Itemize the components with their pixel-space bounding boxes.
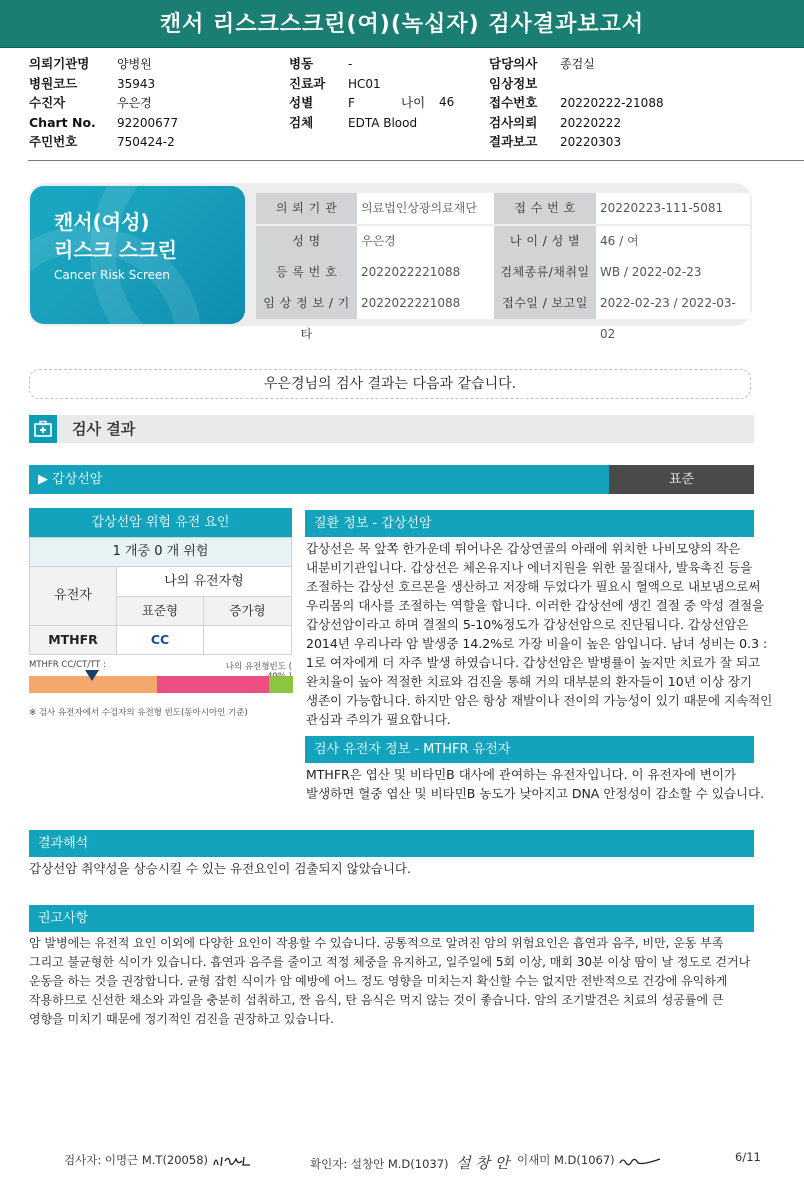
text-line: 2014년 우리나라 암 발생중 14.2%로 가장 비율이 높은 암입니다. 남녀 성비는 0.3 : (306, 636, 768, 651)
header-row (289, 113, 489, 133)
result-greeting: 우은경님의 검사 결과는 다음과 같습니다. (29, 369, 751, 399)
genotype-frequency-label: MTHFR CC/CT/TT : (29, 660, 106, 670)
interpretation-text: 갑상선암 취약성을 상승시킬 수 있는 유전요인이 검출되지 않았습니다. (29, 861, 411, 876)
text-line: 1로 여자에게 더 자주 발생 하였습니다. 갑상선암은 발병률이 높지만 치료가 잘 되고 (306, 655, 761, 670)
header-label: 담당의사 (489, 56, 538, 71)
text-line: 완치율이 높아 적절한 치료와 검진을 통해 거의 대부분의 환자들이 10년 이상 장기 (306, 674, 753, 689)
info-value: WB / 2022-02-23 (596, 257, 750, 288)
text-line: 갑상선은 목 앞쪽 한가운데 튀어나온 갑상연골의 아래에 위치한 나비모양의 작은 (306, 541, 741, 556)
header-column-2 (289, 54, 489, 132)
info-value: 2022022221088 (357, 288, 494, 319)
frequency-segment (269, 676, 293, 693)
standard-genotype-header: 표준형 (117, 597, 204, 626)
thyroid-cancer-label: ▶ 갑상선암 (38, 472, 103, 487)
info-value: 2022-02-23 / 2022-03-02 (596, 288, 750, 319)
header-value: HC01 (348, 76, 381, 91)
header-value: - (348, 57, 353, 71)
header-row (29, 54, 289, 74)
examiner-signature-line (64, 1152, 252, 1169)
text-line: MTHFR은 엽산 및 비타민B 대사에 관여하는 유전자입니다. 이 유전자에 변이가 (306, 767, 737, 782)
page-number: 6/11 (735, 1150, 761, 1164)
info-label: 나 이 / 성 별 (494, 226, 596, 257)
info-label: 의 뢰 기 관 (256, 193, 357, 224)
increased-genotype-header: 증가형 (204, 597, 292, 626)
header-value: 92200677 (117, 115, 179, 130)
confirmer-signature: 설 창 안 (456, 1154, 510, 1172)
gene-info-text (306, 765, 765, 803)
header-row (29, 93, 289, 113)
header-value: 20220222 (560, 115, 622, 130)
age-label: 나이 (401, 95, 426, 110)
thyroid-cancer-bar (29, 465, 609, 494)
header-label: 진료과 (289, 75, 326, 91)
header-label: 주민번호 (29, 134, 78, 149)
text-line: 영향을 미치기 때문에 정기적인 검진을 권장하고 있습니다. (29, 1012, 334, 1026)
section-title: 검사 결과 (72, 420, 136, 438)
header-value: 35943 (117, 76, 156, 91)
header-value: 종검실 (560, 57, 595, 71)
header-value: 750424-2 (117, 135, 175, 149)
header-label: 수진자 (29, 95, 66, 110)
header-row (289, 74, 489, 94)
confirmer-signature-line (310, 1152, 509, 1173)
report-title-bar (0, 0, 804, 48)
header-label: 검사의뢰 (489, 114, 538, 130)
gene-name: MTHFR (29, 626, 117, 655)
info-label: 등 록 번 호 (256, 257, 357, 288)
banner-title-line2: 리스크 스크린 (54, 238, 177, 262)
header-row (29, 113, 289, 133)
header-label: 접수번호 (489, 95, 538, 110)
my-genotype-header: 나의 유전자형 (117, 567, 292, 597)
header-label: 임상정보 (489, 75, 538, 91)
header-label: 검체 (289, 114, 314, 130)
header-row (489, 132, 789, 152)
banner-title-line1: 캔서(여성) (54, 210, 150, 234)
header-column-3 (489, 54, 789, 152)
interpretation-header: 결과해석 (29, 830, 754, 857)
header-label: 의뢰기관명 (29, 56, 90, 71)
header-row (489, 74, 789, 94)
increased-genotype-value (204, 626, 292, 655)
header-label: 병동 (289, 56, 314, 71)
my-genotype-frequency: 나의 유전형빈도 ( (225, 662, 292, 672)
gene-risk-summary: 1 개중 0 개 위험 (29, 537, 292, 567)
text-line: 암 발병에는 유전적 요인 이외에 다양한 요인이 작용할 수 있습니다. 공통적으로 알려진 암의 위험요인은 흡연과 음주, 비만, 운동 부족 (29, 936, 724, 950)
examiner-name: 검사자: 이명근 M.T(20058) (64, 1153, 208, 1167)
header-row (489, 113, 789, 133)
info-value: 20220223-111-5081 (596, 193, 750, 224)
genotype-frequency-marker (85, 670, 99, 681)
header-label: 결과보고 (489, 134, 538, 149)
info-value: 우은경 (357, 226, 494, 257)
text-line: 갑상선암이라고 하며 결절의 5-10%정도가 갑상선암으로 진단됩니다. 갑상선암은 (306, 617, 749, 632)
recommendation-text (29, 934, 754, 1029)
thyroid-risk-status: 표준 (609, 465, 754, 494)
medical-kit-icon (29, 415, 57, 443)
info-label: 검체종류/채취일 (494, 257, 596, 288)
header-row (489, 54, 789, 74)
gene-column-header: 유전자 (29, 567, 117, 626)
header-label: 성별 (289, 95, 314, 110)
header-column-1 (29, 54, 289, 152)
info-value: 46 / 여 (596, 226, 750, 257)
confirmer-name: 확인자: 설창안 M.D(1037) (310, 1157, 449, 1171)
standard-genotype-value: CC (117, 626, 204, 655)
header-row (289, 54, 489, 74)
genotype-footnote: ※ 검사 유전자에서 수검자의 유전형 빈도(동아시아인 기준) (29, 708, 248, 718)
text-line: 관심과 주의가 필요합니다. (306, 712, 451, 727)
header-row (289, 93, 489, 113)
gene-info-header: 검사 유전자 정보 - MTHFR 유전자 (305, 736, 754, 763)
info-value: 2022022221088 (357, 257, 494, 288)
examiner-signature (212, 1153, 252, 1169)
text-line: 작용하므로 신선한 채소와 과일을 충분히 섭취하고, 짠 음식, 탄 음식은 먹지 않는 것이 좋습니다. 암의 조기발견은 치료의 성공률에 큰 (29, 993, 724, 1007)
text-line: 그리고 불균형한 식이가 있습니다. 흡연과 음주를 줄이고 적정 체중을 유지하고, 일주일에 5회 이상, 매회 30분 이상 땀이 날 정도로 걷거나 (29, 955, 751, 969)
header-row (489, 93, 789, 113)
text-line: 운동을 하는 것을 권장합니다. 균형 잡힌 식이가 암 예방에 어느 정도 영향을 미치는지 확신할 수는 없지만 전반적으로 건강에 유익하게 (29, 974, 728, 988)
banner-english-title: Cancer Risk Screen (54, 268, 171, 282)
disease-info-header: 질환 정보 - 갑상선암 (305, 510, 754, 537)
text-line: 생존이 가능합니다. 하지만 암은 항상 재발이나 전이의 가능성이 있기 때문에 지속적인 (306, 693, 773, 708)
gene-table-title: 갑상선암 위험 유전 요인 (29, 508, 292, 537)
info-label: 성 명 (256, 226, 357, 257)
info-value: 의료법인상광의료재단 (357, 193, 494, 224)
second-confirmer-name: 이새미 M.D(1067) (517, 1153, 615, 1167)
text-line: 내분비기관입니다. 갑상선은 체온유지나 에너지원을 위한 물질대사, 발육촉진 등을 (306, 560, 753, 575)
header-value: F (348, 96, 355, 110)
info-label: 접 수 번 호 (494, 193, 596, 224)
info-label: 접수일 / 보고일 (494, 288, 596, 319)
section-header-background (29, 415, 754, 443)
header-row (29, 74, 289, 94)
cancer-risk-screen-logo (30, 186, 245, 324)
header-divider (28, 160, 804, 161)
disease-info-text (306, 539, 773, 729)
report-title: 캔서 리스크스크린(여)(녹십자) 검사결과보고서 (159, 12, 645, 37)
recommendation-header: 권고사항 (29, 905, 754, 932)
header-value: EDTA Blood (348, 115, 418, 130)
text-line: 발생하면 혈중 엽산 및 비타민B 농도가 낮아지고 DNA 안정성이 감소할 수 있습니다. (306, 786, 765, 801)
text-line: 조절하는 갑상선 호르몬을 생산하고 저장해 두었다가 필요시 혈액으로 내보냄으로써 (306, 579, 761, 594)
header-label: Chart No. (29, 114, 96, 130)
frequency-segment (157, 676, 269, 693)
header-row (29, 132, 289, 152)
header-label: 병원코드 (29, 75, 78, 91)
text-line: 우리몸의 대사를 조절하는 역할을 합니다. 이러한 갑상선에 생긴 결절 중 악성 결절을 (306, 598, 765, 613)
header-value: 우은경 (117, 96, 152, 110)
header-value: 20220303 (560, 135, 622, 149)
header-value: 양병원 (117, 57, 152, 71)
genotype-frequency-bar (29, 676, 292, 693)
header-value: 20220222-21088 (560, 96, 664, 110)
second-signature-line (517, 1152, 662, 1169)
age-value: 46 (439, 95, 455, 109)
info-label: 임 상 정 보 / 기 타 (256, 288, 357, 319)
second-confirmer-signature (618, 1153, 662, 1169)
